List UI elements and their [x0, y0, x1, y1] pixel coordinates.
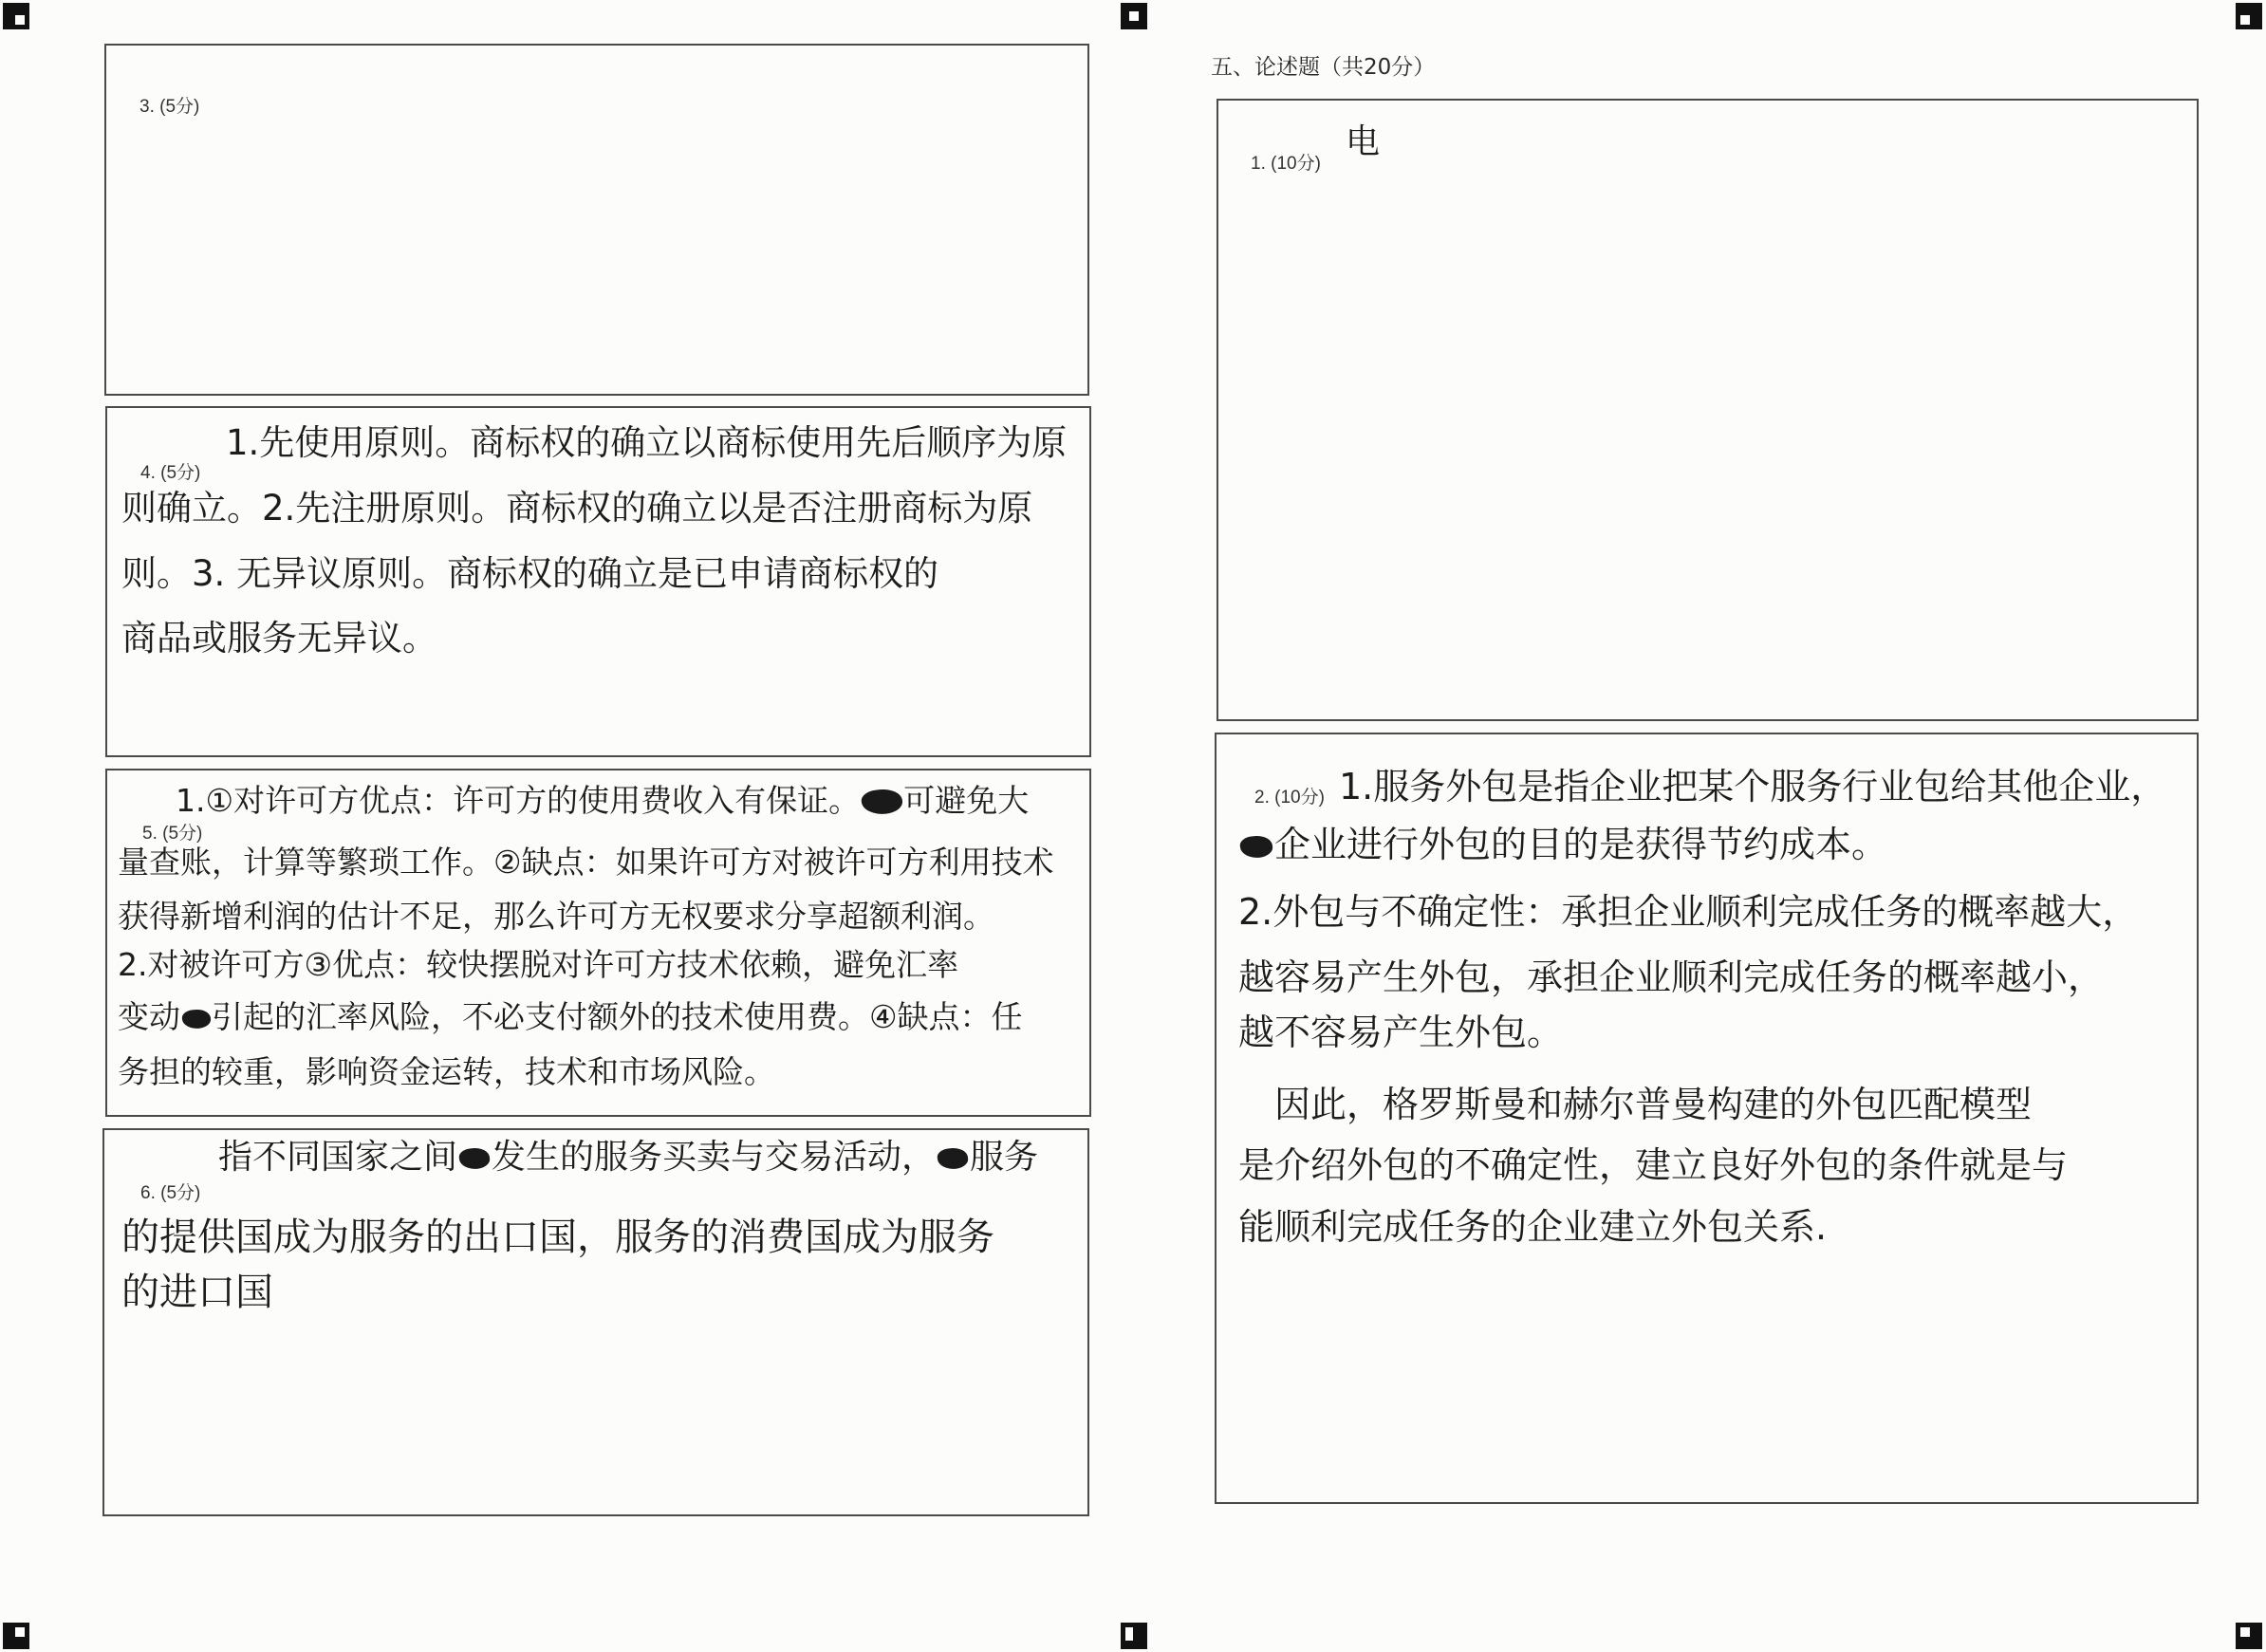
- answer-box-q4: [105, 406, 1091, 757]
- question-label: 3. (5分): [139, 97, 200, 117]
- answer-box-q6: [102, 1128, 1089, 1516]
- handwritten-line: 电: [1346, 122, 1381, 161]
- handwritten-text: 可避免大: [903, 782, 1030, 819]
- handwritten-text: 发生的服务买卖与交易活动，: [492, 1138, 937, 1177]
- question-label: 6. (5分): [140, 1183, 201, 1203]
- handwritten-text: 指不同国家之间: [218, 1138, 458, 1177]
- handwritten-line: 则。3. 无异议原则。商标权的确立是已申请商标权的: [121, 553, 939, 594]
- handwritten-line: 越不容易产生外包。: [1238, 1012, 1564, 1053]
- answer-box-essay-q2: [1215, 733, 2199, 1504]
- handwritten-text: 服务: [970, 1138, 1039, 1177]
- crossed-out-scribble: [937, 1147, 969, 1171]
- handwritten-line: 获得新增利润的估计不足，那么许可方无权要求分享超额利润。: [118, 898, 994, 935]
- crossed-out-scribble: [181, 1008, 212, 1030]
- handwritten-line: 因此，格罗斯曼和赫尔普曼构建的外包匹配模型: [1274, 1084, 2033, 1125]
- question-label: 2. (10分): [1254, 788, 1325, 807]
- question-label: 4. (5分): [140, 463, 201, 483]
- handwritten-line: 越容易产生外包，承担企业顺利完成任务的概率越小，: [1238, 956, 2105, 998]
- registration-marker-bottom-left: [3, 1623, 29, 1649]
- handwritten-text: 变动: [118, 998, 180, 1035]
- crossed-out-scribble: [458, 1147, 491, 1171]
- handwritten-line: 的进口国: [121, 1271, 273, 1314]
- handwritten-line: 的提供国成为服务的出口国，服务的消费国成为服务: [121, 1216, 994, 1259]
- handwritten-line: 2.外包与不确定性：承担企业顺利完成任务的概率越大，: [1238, 891, 2139, 933]
- handwritten-line: 是介绍外包的不确定性，建立良好外包的条件就是与: [1238, 1144, 2069, 1186]
- registration-marker-top-right: [2236, 3, 2262, 29]
- handwritten-text: 企业进行外包的目的是获得节约成本。: [1273, 824, 1887, 865]
- answer-box-essay-q1: [1217, 99, 2199, 721]
- handwritten-line: [218, 1138, 1039, 1177]
- registration-marker-bottom-middle: [1121, 1623, 1147, 1649]
- handwritten-line: 则确立。2.先注册原则。商标权的确立以是否注册商标为原: [121, 488, 1033, 529]
- registration-marker-top-left: [3, 3, 29, 29]
- handwritten-line: [176, 782, 1030, 819]
- handwritten-line: 1.服务外包是指企业把某个服务行业包给其他企业，: [1339, 766, 2167, 807]
- handwritten-line: 能顺利完成任务的企业建立外包关系.: [1238, 1206, 1828, 1248]
- question-label: 1. (10分): [1251, 154, 1321, 174]
- handwritten-text: 1.①对许可方优点：许可方的使用费收入有保证。: [176, 782, 861, 819]
- crossed-out-scribble: [860, 788, 902, 817]
- handwritten-line: [118, 998, 1023, 1035]
- question-label: 5. (5分): [142, 824, 203, 844]
- handwritten-line: 量查账，计算等繁琐工作。②缺点：如果许可方对被许可方利用技术: [118, 844, 1054, 881]
- crossed-out-scribble: [1239, 834, 1273, 859]
- registration-marker-bottom-right: [2236, 1623, 2262, 1649]
- answer-box-q3: [104, 44, 1089, 396]
- handwritten-line: 2.对被许可方③优点：较快摆脱对许可方技术依赖，避免汇率: [118, 946, 959, 983]
- handwritten-line: [1238, 826, 1887, 863]
- handwritten-line: 1.先使用原则。商标权的确立以商标使用先后顺序为原: [226, 422, 1068, 463]
- section-title: 五、论述题（共20分）: [1211, 55, 1436, 80]
- registration-marker-top-middle: [1121, 3, 1147, 29]
- handwritten-line: 务担的较重，影响资金运转，技术和市场风险。: [118, 1053, 775, 1090]
- answer-box-q5: [105, 769, 1091, 1117]
- handwritten-line: 商品或服务无异议。: [121, 618, 437, 659]
- handwritten-text: 引起的汇率风险，不必支付额外的技术使用费。④缺点：任: [211, 998, 1023, 1035]
